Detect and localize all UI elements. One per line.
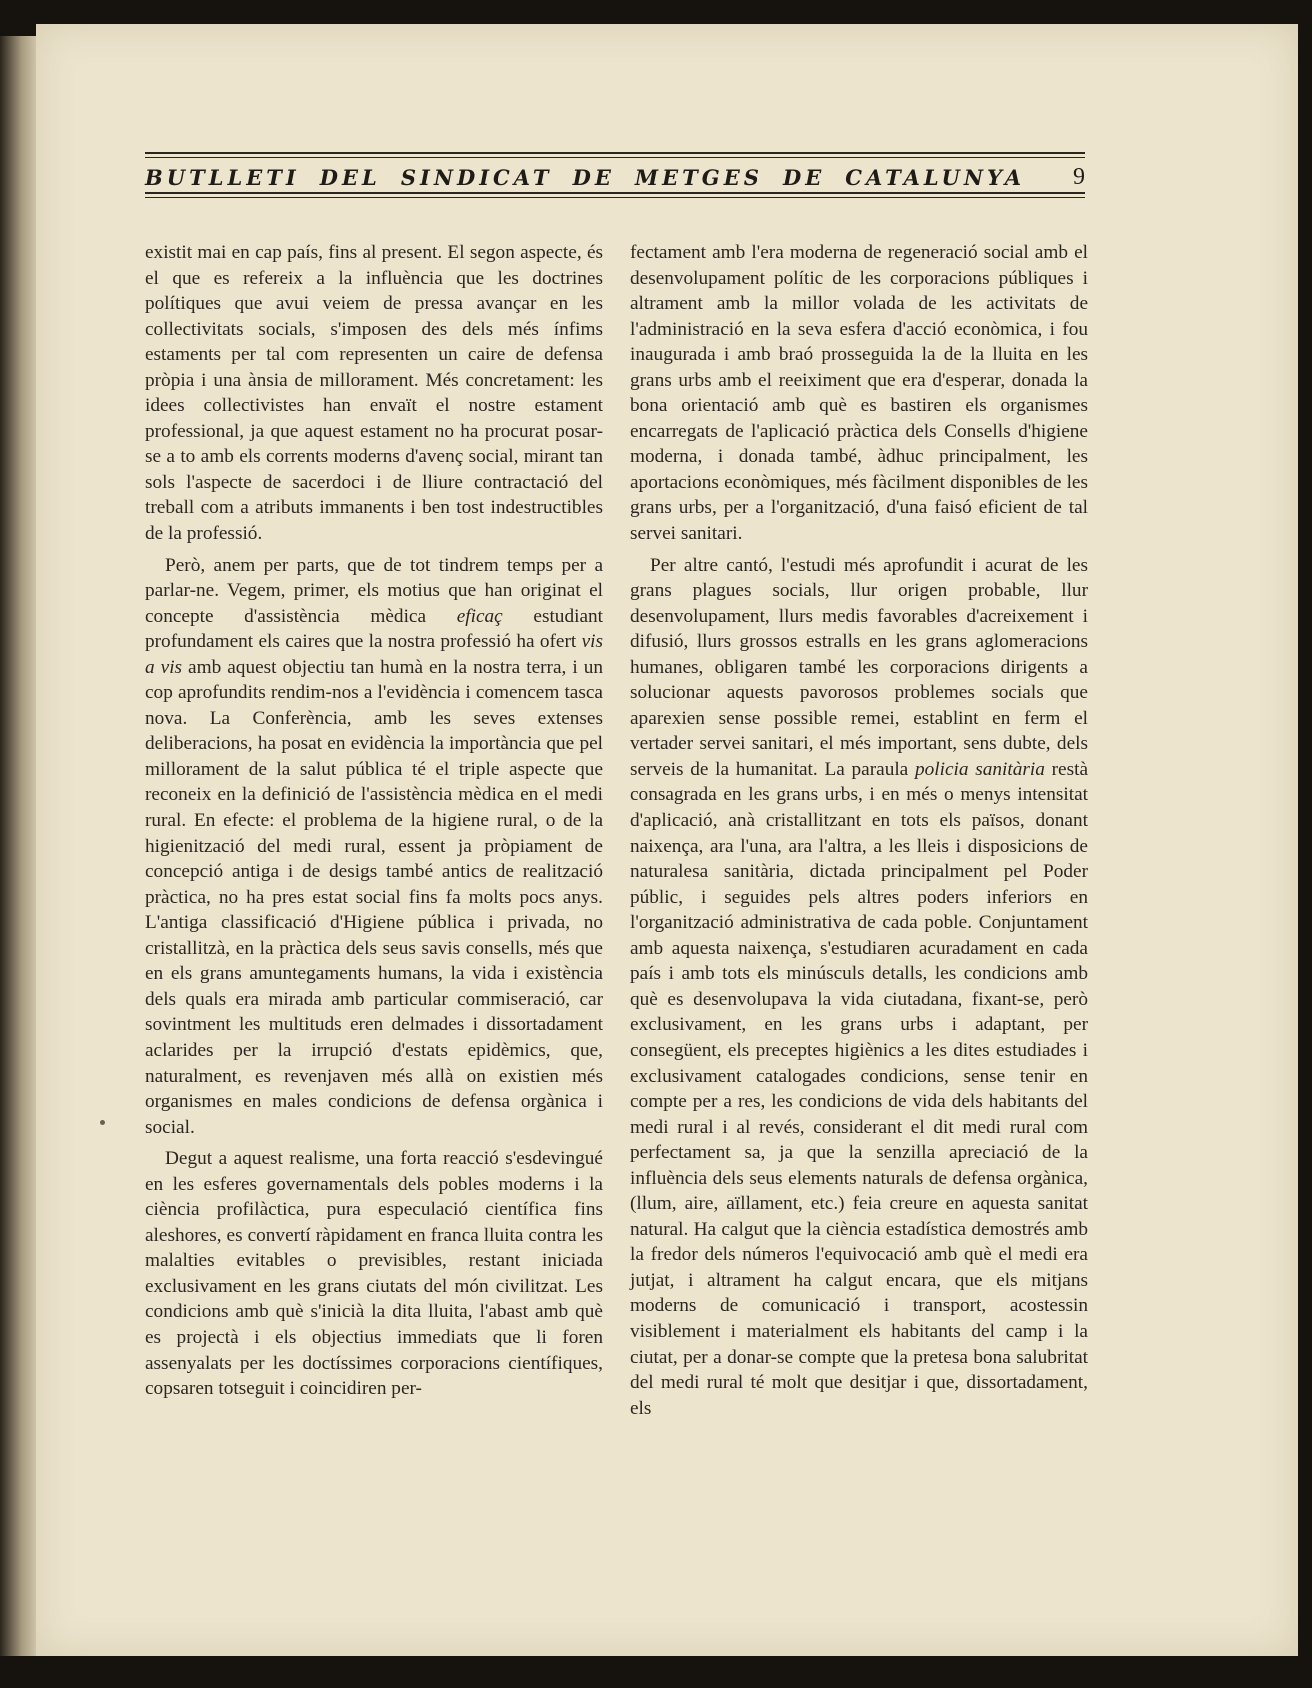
header-rule-bottom [145, 192, 1085, 194]
paragraph: existit mai en cap país, fins al present. El segon aspecte, és el que es refereix a la influència que les doctrines polítiques que avui veiem de pressa avançar en les collectivitats socials, s'imposen des dels més ínfims estaments per tal com representen un caire de defensa pròpia i una ànsia de millorament. Més concretament: les idees collectivistes han envaït el nostre estament professional, ja que aquest estament no ha procurat posar-se a to amb els corrents moderns d'avenç social, mirant tan sols l'aspecte de sacerdoci i de lliure contractació del treball com a atributs immanents i ben tost indestructibles de la professió. [145, 242, 603, 545]
page-number: 9 [1073, 164, 1085, 190]
right-column [630, 240, 1088, 1421]
paper-speck [100, 1120, 105, 1125]
paragraph [145, 553, 603, 1141]
header-word: DE [783, 165, 826, 190]
paragraph: Degut a aquest realisme, una forta reacció s'esdevingué en les esferes governamentals dels pobles moderns i la ciència profilàctica, pura especulació científica fins aleshores, es convertí ràpidament en franca lluita contra les malalties evitables o previsibles, restant iniciada exclusivament en les grans ciutats del món civilitzat. Les condicions amb què s'inicià la dita lluita, l'abast amb què es projectà i els objectius immediats que li foren assenyalats per les doctíssimes corporacions científiques, copsaren totseguit i coincidiren per- [145, 1148, 603, 1400]
header-word: DE [572, 165, 615, 190]
header-rule-bottom-thin [145, 197, 1085, 198]
paragraph-text: estudiant profundament els caires que la nostra professió ha ofert [145, 605, 603, 653]
header-word: METGES [634, 165, 763, 190]
paragraph-text: restà consagrada en les grans urbs, i en més o menys intensitat d'aplicació, anà cristallitzant en tots els països, donant naixença, ara l'una, ara l'altra, a les lleis i disposicions de naturalesa sanitària, dictada principalment pel Poder públic, i seguides pels altres poders inferiors en l'organització administrativa de cada poble. Conjuntament amb aquesta naixença, s'estudiaren acuradament en cada país i amb tots els minúsculs detalls, les condicions amb què es desenvolupava la vida ciutadana, fixant-se, però exclusivament, en les grans urbs i adaptant, per consegüent, els preceptes higiènics a les dites estudiades i exclusivament catalogades condicions, sense tenir en compte per a res, les condicions de vida dels habitants del medi rural i al revés, considerant el dit medi rural com perfectament sa, ja que la senzilla apreciació de la influència dels seus elements naturals de defensa orgànica, (llum, aire, aïllament, etc.) feia creure en aquesta sanitat natural. Ha calgut que la ciència estadística demostrés amb la fredor dels números l'equivocació amb què el medi era jutjat, i altrament ha calgut encara, que els mitjans moderns de comunicació i transport, acostessin visiblement i materialment els habitants del camp i la ciutat, per a donar-se compte que la pretesa bona salubritat del medi rural té molt que desitjar i que, dissortadament, els [630, 758, 1089, 1419]
scan-left-edge [0, 36, 40, 1656]
journal-title [145, 165, 1025, 190]
paragraph [630, 553, 1088, 1422]
paragraph-text: Per altre cantó, l'estudi més aprofundit i acurat de les grans plagues socials, llur origen probable, llur desenvolupament, llurs medis favorables d'acreixement i difusió, llurs grossos estralls en les grans aglomeracions humanes, obligaren també les corporacions dirigents a solucionar aquests pavorosos problemes socials que aparexien sense possible remei, establint en ferm el vertader servei sanitari, el més important, sens dubte, dels serveis de la humanitat. La paraula [630, 554, 1088, 780]
header-word: DEL [319, 165, 381, 190]
italic-term: eficaç [456, 605, 503, 627]
header-word: SINDICAT [400, 165, 553, 190]
italic-term: policia sanitària [914, 758, 1045, 780]
italic-term: vis a vis [145, 631, 603, 678]
header-word: BUTLLETI [145, 165, 300, 190]
paragraph-text: amb aquest objectiu tan humà en la nostra terra, i un cop aprofundits rendim-nos a l'evidència i comencem tasca nova. La Conferència, amb les seves extenses deliberacions, ha posat en evidència la importància que pel millorament de la salut pública té el triple aspecte que reconeix en la definició de l'assistència mèdica en el medi rural. En efecte: el problema de la higiene rural, o de la higienització del medi rural, essent ja pròpiament de concepció antiga i de desigs també antics de realització pràctica, no ha pres estat social fins fa molts pocs anys. L'antiga classificació d'Higiene pública i privada, no cristallitzà, en la pràctica dels seus savis consells, més que en els grans amuntegaments humans, la vida i existència dels quals era mirada amb particular commiseració, car sovintment les multituds eren delmades i dissortadament aclarides per la irrupció d'estats epidèmics, que, naturalment, es revenjaven més allà on existien més organismes en males condicions de defensa orgànica i social. [145, 656, 603, 1138]
header-rule-top [145, 152, 1085, 154]
paragraph: fectament amb l'era moderna de regeneració social amb el desenvolupament polític de les corporacions públiques i altrament amb la millor volada de les activitats de l'administració en la seva esfera d'acció econòmica, i fou inaugurada i amb braó prosseguida la de la lluita en les grans urbs amb el reeiximent que era d'esperar, donada la bona orientació amb què es bastiren els organismes encarregats de l'aplicació pràctica dels Consells d'higiene moderna, i donada també, àdhuc principalment, les aportacions econòmiques, més fàcilment disponibles de les grans urbs, per a l'organització, d'una faisó eficient de tal servei sanitari. [630, 242, 1088, 545]
left-column [145, 240, 603, 1402]
header-word: CATALUNYA [845, 165, 1025, 190]
running-header [145, 150, 1085, 205]
header-rule-top-thin [145, 157, 1085, 158]
paragraph-text: Però, anem per parts, que de tot tindrem temps per a parlar-ne. Vegem, primer, els motius que han originat el concepte d'assistència mèdica [145, 554, 603, 627]
